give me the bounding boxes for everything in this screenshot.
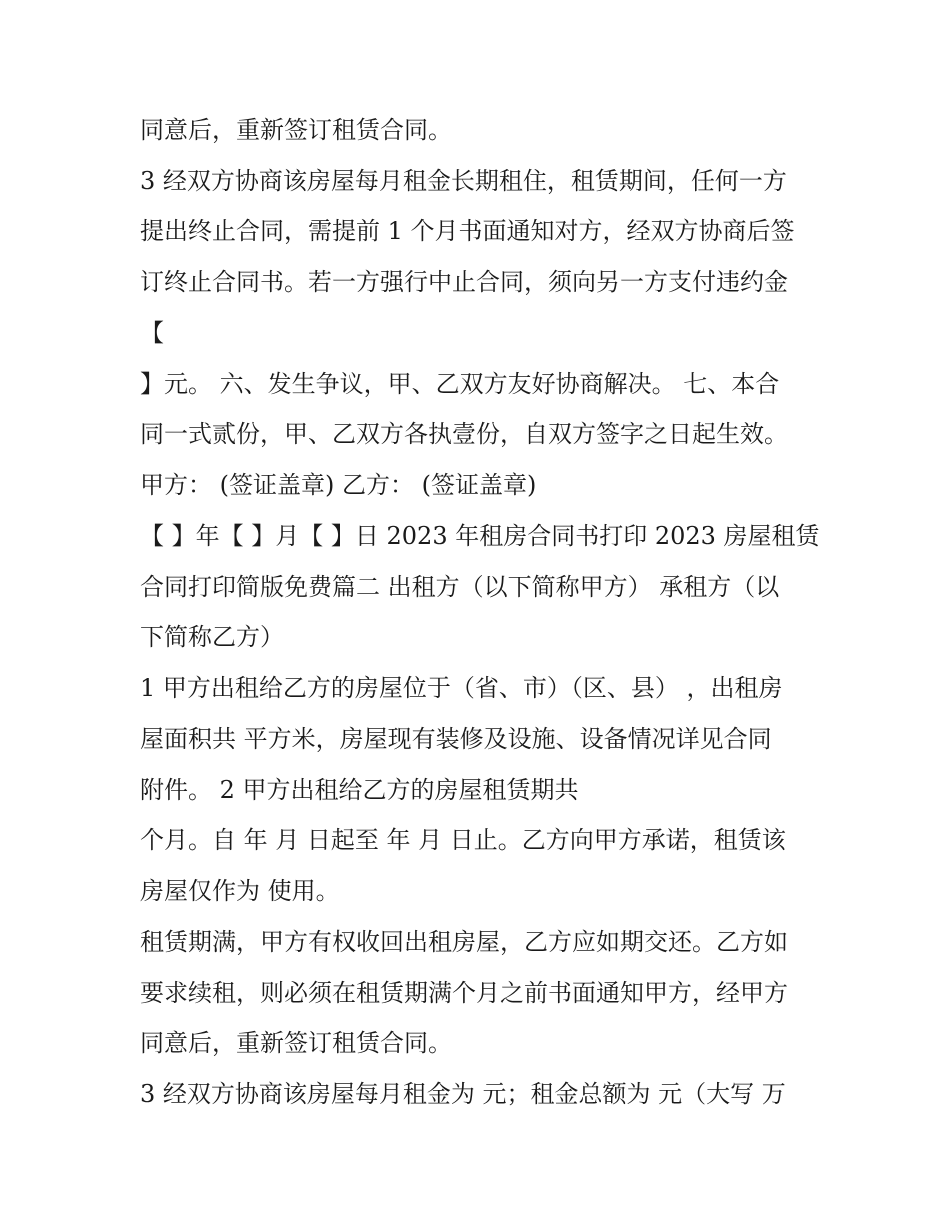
text-line: 租赁期满，甲方有权收回出租房屋，乙方应如期交还。乙方如 [140,928,788,956]
text-line: 屋面积共 平方米，房屋现有装修及设施、设备情况详见合同 [140,725,772,753]
text-line: 房屋仅作为 使用。 [140,877,340,905]
text-line: 提出终止合同，需提前 1 个月书面通知对方，经双方协商后签 [140,217,795,245]
text-line: 个月。自 年 月 日起至 年 月 日止。乙方向甲方承诺，租赁该 [140,826,786,854]
text-line: 3 经双方协商该房屋每月租金为 元；租金总额为 元（大写 万 [140,1080,786,1108]
text-line: 合同打印简版免费篇二 出租方（以下简称甲方） 承租方（以 [140,573,780,601]
text-line: 1 甲方出租给乙方的房屋位于（省、市）（区、县） ，出租房 [140,674,783,702]
text-line: 【 [140,319,164,347]
text-line: 3 经双方协商该房屋每月租金长期租住，租赁期间，任何一方 [140,167,787,195]
text-line: 同意后，重新签订租赁合同。 [140,1029,452,1057]
text-line: 同意后，重新签订租赁合同。 [140,116,452,144]
text-line: 下简称乙方） [140,623,284,651]
text-line: 订终止合同书。若一方强行中止合同，须向另一方支付违约金 [140,268,788,296]
text-line: 【 】年【 】月【 】日 2023 年租房合同书打印 2023 房屋租赁 [140,522,820,550]
text-line: 同一式贰份，甲、乙双方各执壹份，自双方签字之日起生效。 [140,420,788,448]
text-line: 甲方： (签证盖章) 乙方： (签证盖章) [140,471,537,499]
text-line: 附件。 2 甲方出租给乙方的房屋租赁期共 [140,776,579,804]
text-line: 要求续租，则必须在租赁期满个月之前书面通知甲方，经甲方 [140,979,788,1007]
text-line: 】元。 六、发生争议，甲、乙双方友好协商解决。 七、本合 [140,370,780,398]
